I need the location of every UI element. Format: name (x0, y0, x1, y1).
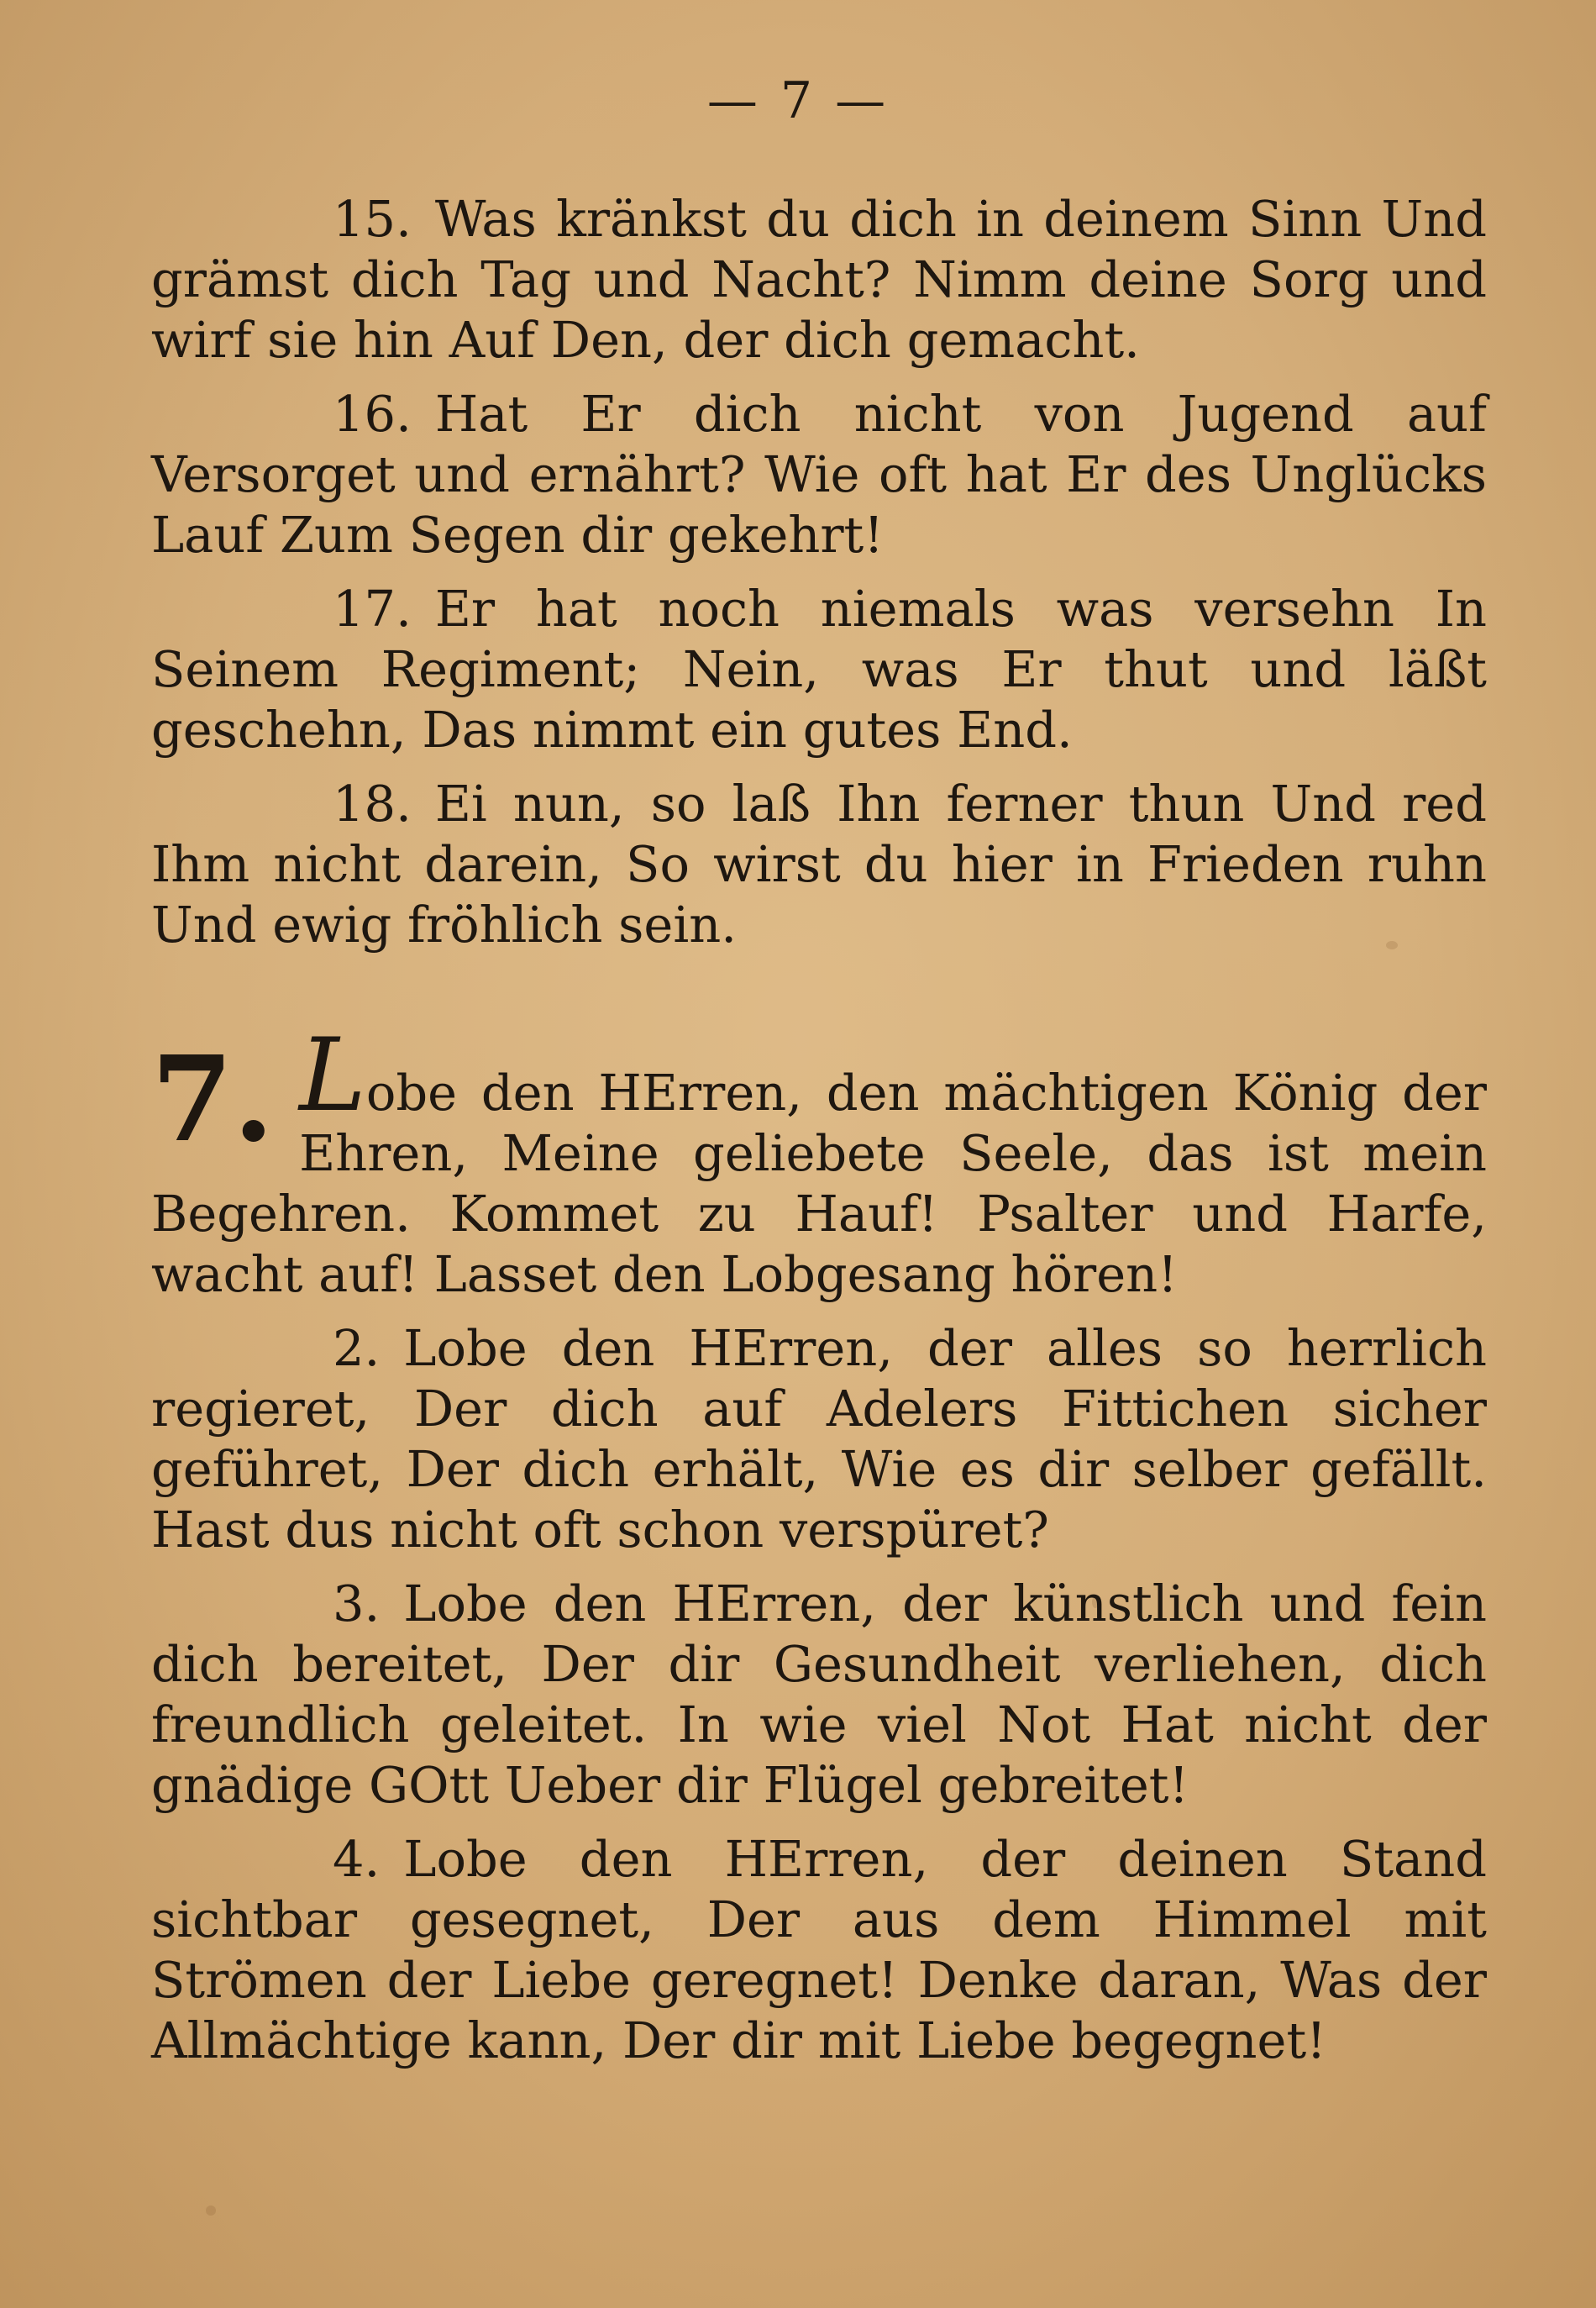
previous-hymn-stanzas (151, 189, 1487, 969)
stanza-number: 17. (333, 580, 412, 638)
stanza-text: Lobe den HErren, der deinen Stand sichtbar gesegnet, Der aus dem Himmel mit Strömen der Liebe geregnet! Denke daran, Was der Allmächtige kann, Der dir mit Liebe begegnet! (151, 1830, 1487, 2069)
hymn-7 (151, 1017, 1487, 2085)
stanza-number: 15. (333, 190, 412, 248)
stanza-2 (151, 1318, 1487, 1560)
stanza-text: Lobe den HErren, der künstlich und fein dich bereitet, Der dir Gesundheit verliehen, dich freundlich geleitet. In wie viel Not Hat nicht der gnädige GOtt Ueber dir Flügel gebreitet! (151, 1575, 1487, 1814)
stanza-17 (151, 579, 1487, 760)
stanza-text: Was kränkst du dich in deinem Sinn Und grämst dich Tag und Nacht? Nimm deine Sorg und wirf sie hin Auf Den, der dich gemacht. (151, 190, 1487, 369)
stanza-number: 3. (333, 1575, 381, 1632)
stanza-text: Hat Er dich nicht von Jugend auf Versorget und ernährt? Wie oft hat Er des Unglücks Lauf Zum Segen dir gekehrt! (151, 385, 1487, 564)
stanza-text: Er hat noch niemals was versehn In Seinem Regiment; Nein, was Er thut und läßt geschehn, Das nimmt ein gutes End. (151, 580, 1487, 759)
hymn-first-stanza (151, 1017, 1487, 1305)
stanza-number: 2. (333, 1319, 381, 1377)
stanza-18 (151, 774, 1487, 955)
drop-initial: L (299, 1017, 366, 1134)
stanza-15 (151, 189, 1487, 371)
stanza-text: obe den HErren, den mächtigen König der Ehren, Meine geliebete Seele, das ist mein Begehren. Kommet zu Hauf! Psalter und Harfe, wacht auf! Lasset den Lobgesang hören! (151, 1064, 1487, 1303)
stanza-16 (151, 384, 1487, 565)
stanza-3 (151, 1574, 1487, 1816)
page-number: — 7 — (706, 71, 890, 130)
stanza-number: 18. (333, 775, 412, 833)
paper-spot (206, 2205, 216, 2216)
stanza-text: Ei nun, so laß Ihn ferner thun Und red Ihm nicht darein, So wirst du hier in Frieden ruhn Und ewig fröhlich sein. (151, 775, 1487, 954)
stanza-number: 4. (333, 1830, 381, 1888)
stanza-4 (151, 1829, 1487, 2071)
stanza-number: 16. (333, 385, 412, 443)
hymn-number: 7. (151, 1031, 275, 1169)
stanza-text: Lobe den HErren, der alles so herrlich regieret, Der dich auf Adelers Fittichen sicher geführet, Der dich erhält, Wie es dir selber gefällt. Hast dus nicht oft schon verspüret? (151, 1319, 1487, 1559)
